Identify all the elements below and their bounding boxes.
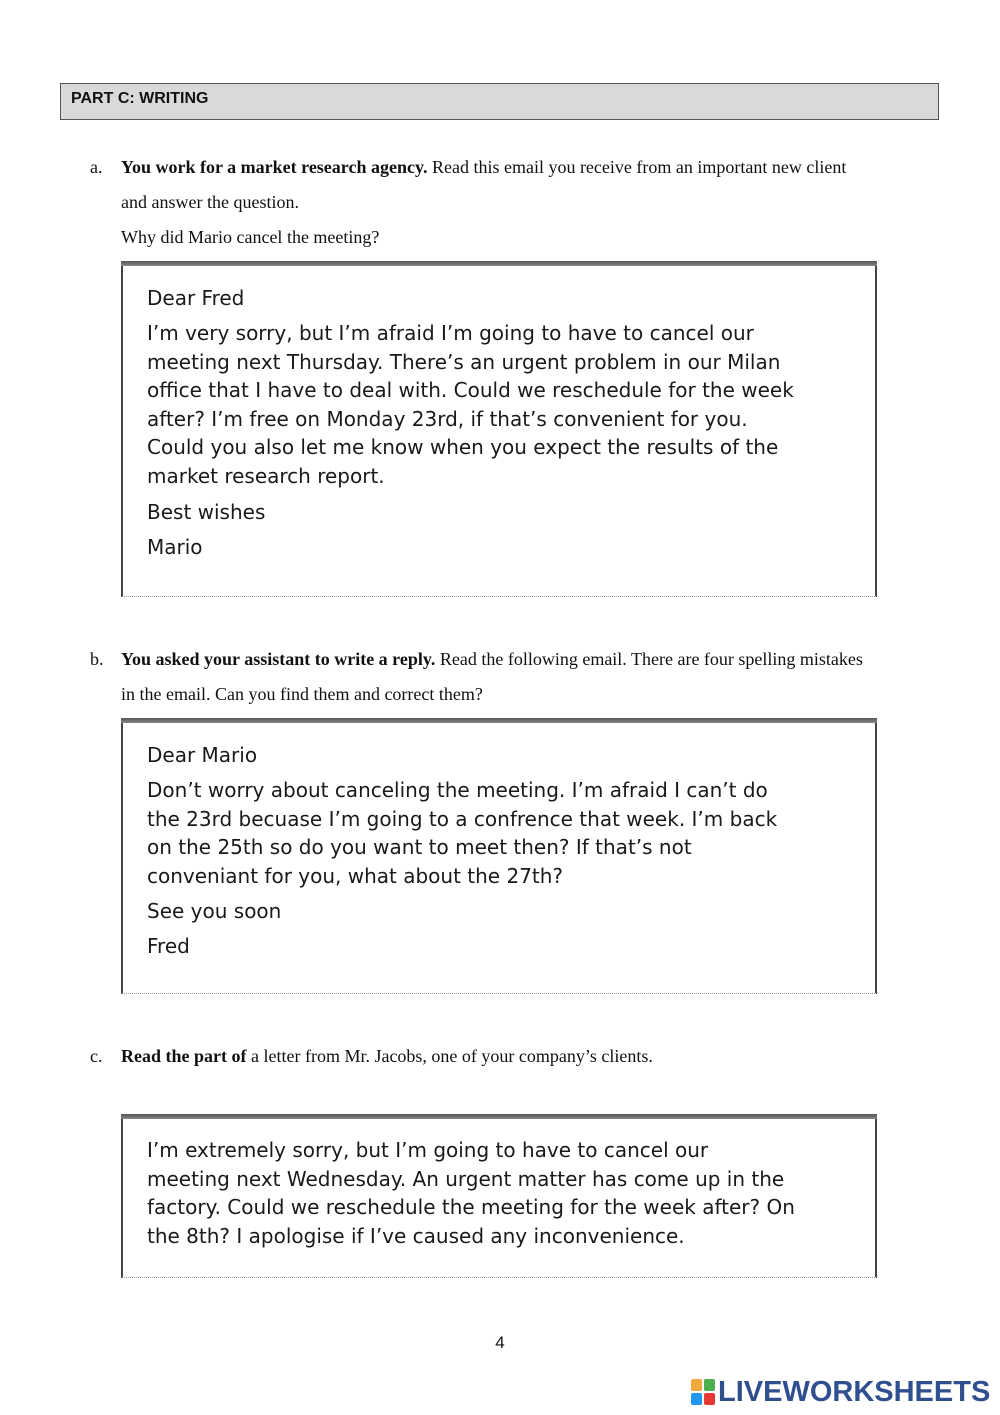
liveworksheets-brand[interactable] (691, 1374, 990, 1410)
letter-body-line: factory. Could we reschedule the meeting for the week after? On (147, 1195, 795, 1219)
letter-body-line: the 8th? I apologise if I’ve caused any inconvenience. (147, 1223, 685, 1248)
letter-body-line: I’m extremely sorry, but I’m going to have to cancel our (147, 1138, 709, 1162)
page-number: 4 (495, 1333, 505, 1352)
item-b-instructions (121, 642, 946, 712)
letter-from-mr-jacobs (121, 1114, 877, 1278)
item-c-lead-bold: Read the part of (121, 1046, 247, 1066)
email-body-line: office that I have to deal with. Could we reschedule for the week (147, 378, 794, 402)
email-signature: Mario (147, 535, 203, 559)
item-a-instructions (121, 150, 946, 255)
part-title: PART C: WRITING (71, 90, 209, 107)
email-signature: Fred (147, 934, 190, 958)
email-closing: Best wishes (147, 500, 266, 524)
item-c-instructions (121, 1039, 946, 1074)
item-a-line2: and answer the question. (121, 192, 299, 212)
letter-top-bar (121, 1114, 877, 1119)
email-body-line: meeting next Thursday. There’s an urgent problem in our Milan (147, 349, 781, 374)
email-body-line: I’m very sorry, but I’m afraid I’m going to have to cancel our (147, 321, 754, 345)
email-body-line: Don’t worry about canceling the meeting. I’m afraid I can’t do (147, 778, 768, 802)
email-greeting: Dear Mario (147, 743, 258, 767)
item-b-line2: in the email. Can you find them and correct them? (121, 684, 483, 704)
letter-body-line: meeting next Wednesday. An urgent matter has come up in the (147, 1166, 785, 1191)
email-from-mario (121, 261, 877, 597)
email-body-line: conveniant for you, what about the 27th? (147, 863, 564, 888)
item-c-lead-rest: a letter from Mr. Jacobs, one of your company’s clients. (246, 1046, 653, 1066)
item-a-lead-rest: Read this email you receive from an important new client (427, 157, 847, 177)
email-top-bar (121, 718, 877, 723)
item-b-lead-rest: Read the following email. There are four spelling mistakes (435, 649, 863, 669)
email-closing: See you soon (147, 899, 282, 923)
part-c-header (60, 83, 939, 120)
item-label-b: b. (90, 649, 104, 669)
item-a-lead-bold: You work for a market research agency. (121, 157, 428, 177)
item-label-a: a. (90, 157, 103, 177)
liveworksheets-logo-icon (691, 1379, 715, 1405)
email-body-line: the 23rd becuase I’m going to a confrence that week. I’m back (147, 806, 778, 831)
item-b-lead-bold: You asked your assistant to write a reply. (121, 649, 436, 669)
email-body-line: Could you also let me know when you expect the results of the (147, 435, 779, 459)
email-body-line: on the 25th so do you want to meet then? If that’s not (147, 835, 692, 859)
item-label-c: c. (90, 1046, 103, 1066)
email-greeting: Dear Fred (147, 286, 245, 310)
item-a-question: Why did Mario cancel the meeting? (121, 227, 380, 247)
email-top-bar (121, 261, 877, 266)
email-body-line: after? I’m free on Monday 23rd, if that’s convenient for you. (147, 406, 748, 431)
brand-text: LIVEWORKSHEETS (718, 1375, 991, 1408)
email-body-line: market research report. (147, 463, 385, 488)
email-reply-to-mario (121, 718, 877, 994)
